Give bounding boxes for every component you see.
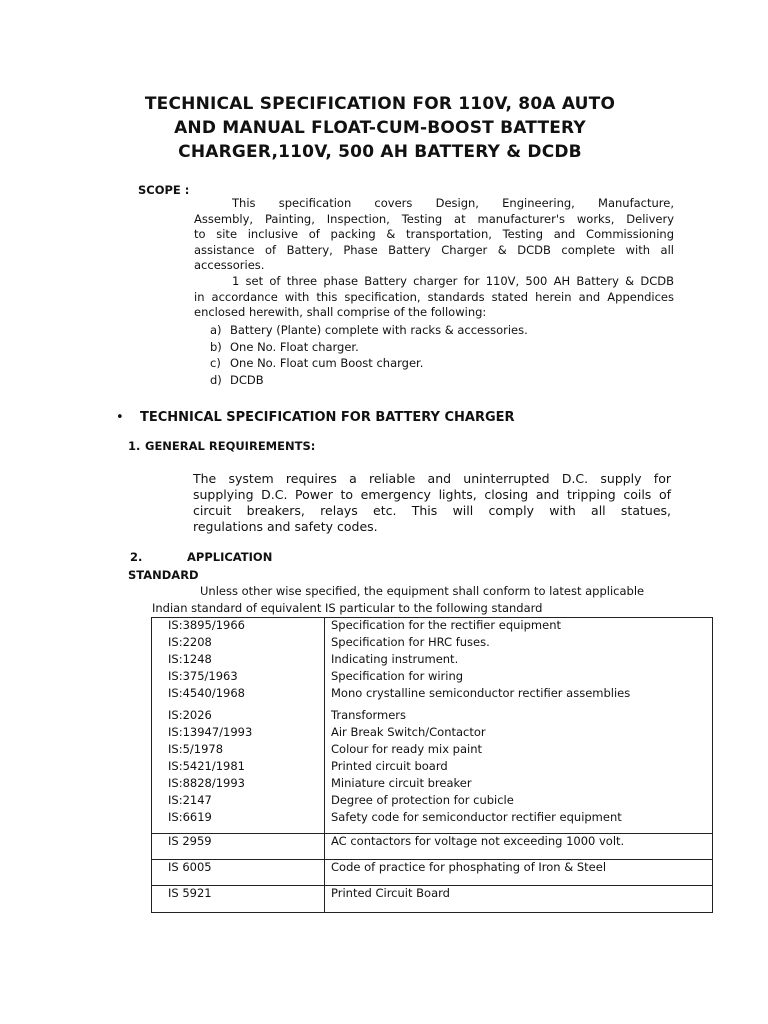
list-item [210,355,528,372]
standard-code-cell: IS:13947/1993 [152,725,325,742]
standards-table-body [152,618,713,913]
scope-para1-line: Assembly, Painting, Inspection, Testing at manufacturer's works, Delivery [194,211,674,226]
scope-para1-line: assistance of Battery, Phase Battery Charger & DCDB complete with all [194,242,674,257]
scope-para1-line: to site inclusive of packing & transportation, Testing and Commissioning [194,227,674,241]
standards-table [151,617,713,913]
standard-description-cell: Specification for the rectifier equipment [331,618,561,632]
standard-description-cell: Safety code for semiconductor rectifier equipment [325,810,713,834]
list-item [210,322,528,339]
general-requirements-paragraph [193,471,671,535]
scope-para2-line: in accordance with this specification, standards stated herein and Appendices [194,289,674,304]
table-row [152,834,713,860]
standard-code-cell: IS:1248 [152,652,325,669]
standard-code-cell: IS:3895/1966 [152,618,325,635]
standard-description-cell: Air Break Switch/Contactor [331,724,486,739]
table-row [152,860,713,886]
list-item [210,372,528,389]
standard-code-cell: IS:2147 [152,793,325,810]
standard-code-cell: IS 2959 [152,834,325,860]
list-marker: a) [210,323,222,337]
scope-para2-line: enclosed herewith, shall comprise of the following: [194,305,487,319]
table-row [152,652,713,669]
list-item [210,339,528,356]
standard-description-cell: Printed circuit board [331,758,448,773]
standard-code-cell: IS:2026 [152,708,325,725]
standard-code-cell: IS:6619 [152,810,325,834]
table-row [152,708,713,725]
table-row [152,776,713,793]
standard-code-cell: IS 5921 [152,886,325,913]
title-line-1: TECHNICAL SPECIFICATION FOR 110V, 80A AUTO [144,94,616,114]
standard-code-cell: IS:8828/1993 [152,776,325,793]
table-row [152,886,713,913]
standard-description-cell: AC contactors for voltage not exceeding 1000 volt. [325,834,713,860]
list-marker: d) [210,372,222,387]
standard-description-cell: Miniature circuit breaker [331,775,472,790]
standard-description-cell: Code of practice for phosphating of Iron & Steel [325,860,713,886]
table-row [152,793,713,810]
list-item-text: Battery (Plante) complete with racks & accessories. [230,323,528,337]
intro-line: Indian standard of equivalent IS particular to the following standard [152,601,543,615]
general-para-line: circuit breakers, relays etc. This will comply with all statues, [193,503,671,518]
general-para-line: The system requires a reliable and uninterrupted D.C. supply for [193,471,671,486]
standard-code-cell: IS:4540/1968 [152,686,325,708]
bullet-icon: • [116,410,124,425]
standard-code-cell: IS 6005 [152,860,325,886]
table-row [152,725,713,742]
standard-description-cell: Colour for ready mix paint [331,741,482,756]
section-title: GENERAL REQUIREMENTS: [145,439,316,453]
standard-description-cell: Mono crystalline semiconductor rectifier assemblies [331,685,631,700]
standard-description-cell: Printed Circuit Board [331,886,450,900]
table-row [152,742,713,759]
list-marker: b) [210,339,222,354]
table-row [152,759,713,776]
standard-code-cell: IS:2208 [152,635,325,652]
standard-description-cell: Indicating instrument. [331,651,459,666]
application-heading: APPLICATION [187,550,273,564]
scope-items-list [210,322,528,388]
title-line-2: AND MANUAL FLOAT-CUM-BOOST BATTERY [174,118,586,138]
table-row [152,686,713,708]
scope-para1-line: This specification covers Design, Engineering, Manufacture, [232,196,674,210]
standard-heading: STANDARD [128,568,199,582]
scope-para2-line: 1 set of three phase Battery charger for 110V, 500 AH Battery & DCDB [232,274,674,288]
general-requirements-heading [128,439,315,453]
table-row [152,669,713,686]
list-item-text: One No. Float cum Boost charger. [230,356,424,370]
section-number: 1. [128,439,141,453]
title-line-3: CHARGER,110V, 500 AH BATTERY & DCDB [178,142,582,162]
table-row [152,810,713,834]
list-marker: c) [210,356,221,370]
table-row [152,618,713,635]
standard-description-cell: Specification for HRC fuses. [331,634,490,649]
intro-line: Unless other wise specified, the equipment shall conform to latest applicable [200,584,645,598]
scope-paragraph-1 [194,196,674,274]
standard-description-cell: Degree of protection for cubicle [331,792,514,807]
standard-code-cell: IS:375/1963 [152,669,325,686]
table-row [152,635,713,652]
list-item-text: One No. Float charger. [230,339,359,354]
list-item-text: DCDB [230,372,264,387]
standard-code-cell: IS:5421/1981 [152,759,325,776]
standard-description-cell: Transformers [331,707,406,722]
general-para-line: regulations and safety codes. [193,519,378,534]
standard-description-cell: Specification for wiring [331,668,464,683]
scope-para1-line: accessories. [194,258,265,272]
scope-paragraph-2 [194,274,674,321]
document-title [100,92,660,164]
standard-code-cell: IS:5/1978 [152,742,325,759]
general-para-line: supplying D.C. Power to emergency lights, closing and tripping coils of [193,487,671,502]
standards-intro [152,583,672,617]
section-number: 2. [130,550,143,564]
scope-label: SCOPE : [138,183,190,197]
tech-spec-heading: TECHNICAL SPECIFICATION FOR BATTERY CHARGER [140,410,515,425]
